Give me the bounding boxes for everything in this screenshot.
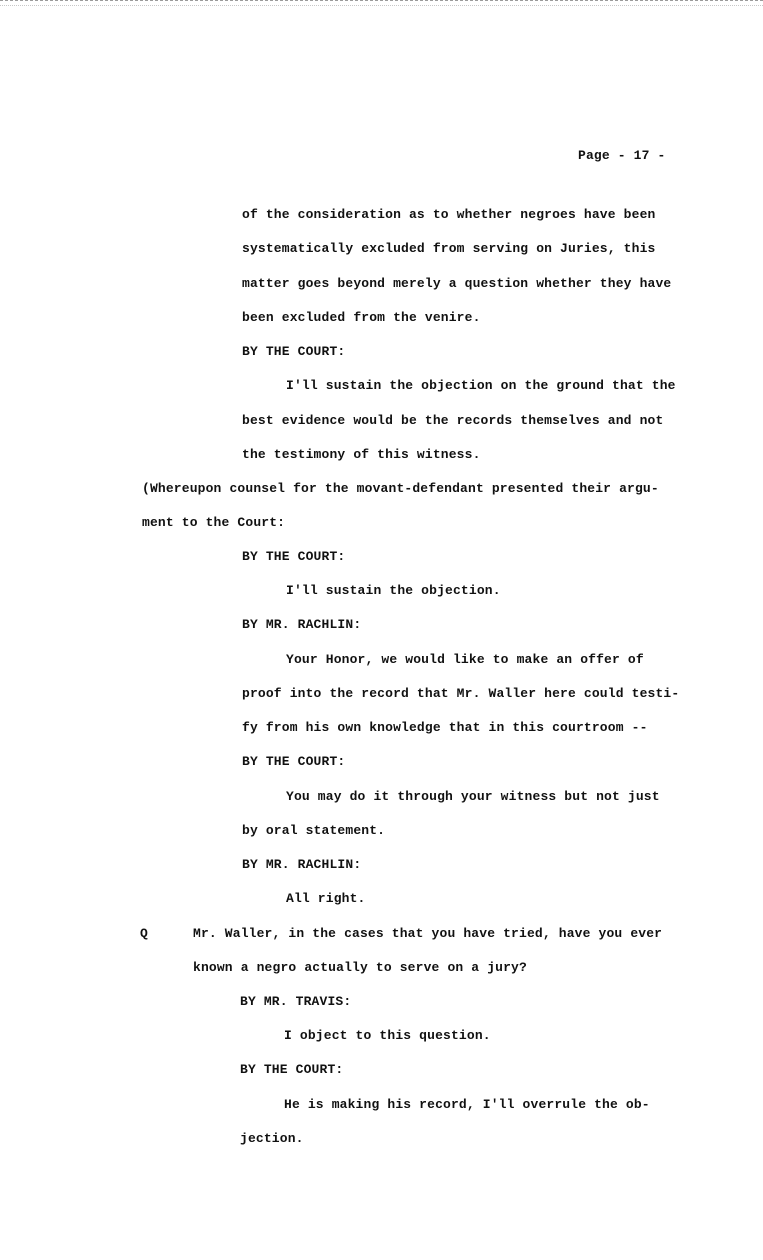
speaker-label: BY MR. TRAVIS: <box>240 994 352 1009</box>
text-line: I'll sustain the objection on the ground that the <box>286 378 676 393</box>
speaker-label: BY THE COURT: <box>242 549 346 564</box>
parenthetical-line: (Whereupon counsel for the movant-defendant presented their argu- <box>142 481 659 496</box>
text-line: proof into the record that Mr. Waller here could testi- <box>242 686 680 701</box>
page-number: Page - 17 - <box>578 148 666 163</box>
text-line: by oral statement. <box>242 823 386 838</box>
question-marker: Q <box>140 926 148 941</box>
speaker-label: BY MR. RACHLIN: <box>242 857 362 872</box>
text-line: of the consideration as to whether negroes have been <box>242 207 656 222</box>
text-line: All right. <box>286 891 366 906</box>
text-line: the testimony of this witness. <box>242 447 481 462</box>
top-perforation-edge <box>0 0 763 6</box>
text-line: I'll sustain the objection. <box>286 583 501 598</box>
text-line: I object to this question. <box>284 1028 491 1043</box>
text-line: best evidence would be the records themselves and not <box>242 413 664 428</box>
text-line: been excluded from the venire. <box>242 310 481 325</box>
speaker-label: BY MR. RACHLIN: <box>242 617 362 632</box>
text-line: fy from his own knowledge that in this courtroom -- <box>242 720 648 735</box>
speaker-label: BY THE COURT: <box>242 754 346 769</box>
speaker-label: BY THE COURT: <box>242 344 346 359</box>
text-line: systematically excluded from serving on Juries, this <box>242 241 656 256</box>
question-line: known a negro actually to serve on a jury? <box>193 960 527 975</box>
speaker-label: BY THE COURT: <box>240 1062 344 1077</box>
text-line: jection. <box>240 1131 304 1146</box>
text-line: You may do it through your witness but not just <box>286 789 660 804</box>
text-line: matter goes beyond merely a question whether they have <box>242 276 672 291</box>
parenthetical-line: ment to the Court: <box>142 515 286 530</box>
text-line: He is making his record, I'll overrule the ob- <box>284 1097 650 1112</box>
question-line: Mr. Waller, in the cases that you have tried, have you ever <box>193 926 663 941</box>
text-line: Your Honor, we would like to make an offer of <box>286 652 644 667</box>
